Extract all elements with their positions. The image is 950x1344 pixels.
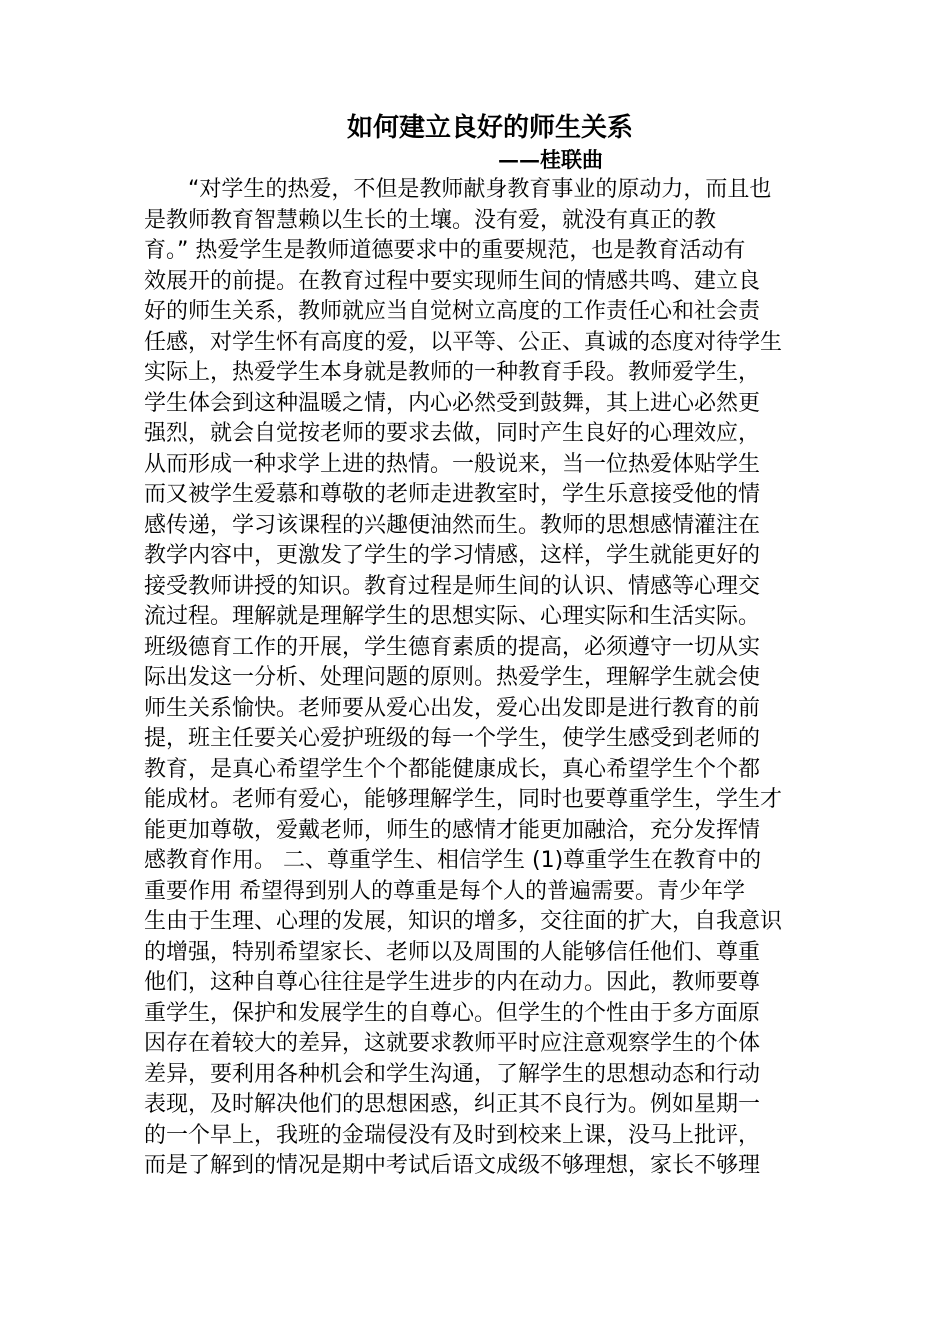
- document-title: 如何建立良好的师生关系: [346, 113, 633, 143]
- body-line: 接受教师讲授的知识。教育过程是师生间的认识、情感等心理交: [144, 573, 761, 599]
- body-line: 感传递，学习该课程的兴趣便油然而生。教师的思想感情灌注在: [144, 512, 761, 538]
- body-line: 能更加尊敬，爱戴老师，师生的感情才能更加融洽，充分发挥情: [144, 817, 761, 843]
- body-line: 好的师生关系，教师就应当自觉树立高度的工作责任心和社会责: [144, 299, 761, 324]
- body-line: 感教育作用。 二、尊重学生、相信学生 (1)尊重学生在教育中的: [144, 848, 762, 873]
- body-line: 流过程。理解就是理解学生的思想实际、心理实际和生活实际。: [144, 604, 761, 629]
- body-line: 生由于生理、心理的发展，知识的增多，交往面的扩大，自我意识: [144, 909, 783, 934]
- body-line: 实际上，热爱学生本身就是教师的一种教育手段。教师爱学生，: [144, 360, 761, 385]
- body-line: 从而形成一种求学上进的热情。一般说来，当一位热爱体贴学生: [144, 451, 761, 477]
- body-line: 是教师教育智慧赖以生长的土壤。没有爱，就没有真正的教: [144, 207, 717, 233]
- body-line: “对学生的热爱，不但是教师献身教育事业的原动力，而且也: [188, 177, 772, 202]
- body-line: 他们，这种自尊心往往是学生进步的内在动力。因此，教师要尊: [144, 970, 761, 995]
- body-line: 教育，是真心希望学生个个都能健康成长，真心希望学生个个都: [144, 756, 761, 782]
- body-line: 重要作用 希望得到别人的尊重是每个人的普遍需要。青少年学: [144, 878, 745, 904]
- body-line: 强烈，就会自觉按老师的要求去做，同时产生良好的心理效应，: [144, 421, 761, 446]
- body-line: 因存在着较大的差异，这就要求教师平时应注意观察学生的个体: [144, 1031, 761, 1056]
- body-line: 能成材。老师有爱心，能够理解学生，同时也要尊重学生，学生才: [144, 787, 783, 812]
- body-line: 提，班主任要关心爱护班级的每一个学生，使学生感受到老师的: [144, 726, 761, 751]
- document-body: [144, 175, 814, 1182]
- body-line: 重学生，保护和发展学生的自尊心。但学生的个性由于多方面原: [144, 1000, 761, 1026]
- body-line: 而又被学生爱慕和尊敬的老师走进教室时，学生乐意接受他的情: [144, 482, 761, 507]
- body-line: 班级德育工作的开展，学生德育素质的提高，必须遵守一切从实: [144, 634, 761, 660]
- body-line: 而是了解到的情况是期中考试后语文成级不够理想，家长不够理: [144, 1153, 761, 1178]
- body-line: 教学内容中，更激发了学生的学习情感，这样，学生就能更好的: [144, 543, 761, 568]
- body-line: 际出发这一分析、处理问题的原则。热爱学生，理解学生就会使: [144, 665, 761, 690]
- body-line: 的增强，特别希望家长、老师以及周围的人能够信任他们、尊重: [144, 939, 761, 965]
- body-line: 的一个早上，我班的金瑞侵没有及时到校来上课，没马上批评，: [144, 1122, 761, 1148]
- body-line: 学生体会到这种温暖之情，内心必然受到鼓舞，其上进心必然更: [144, 390, 761, 416]
- document-author: ——桂联曲: [498, 147, 603, 172]
- body-line: 任感，对学生怀有高度的爱，以平等、公正、真诚的态度对待学生: [144, 329, 783, 355]
- body-line: 表现，及时解决他们的思想困惑，纠正其不良行为。例如星期一: [144, 1092, 761, 1117]
- body-line: 效展开的前提。在教育过程中要实现师生间的情感共鸣、建立良: [144, 268, 761, 294]
- body-line: 差异，要利用各种机会和学生沟通，了解学生的思想动态和行动: [144, 1061, 761, 1087]
- body-line: 师生关系愉快。老师要从爱心出发，爱心出发即是进行教育的前: [144, 695, 761, 721]
- body-line: 育。” 热爱学生是教师道德要求中的重要规范，也是教育活动有: [144, 238, 746, 263]
